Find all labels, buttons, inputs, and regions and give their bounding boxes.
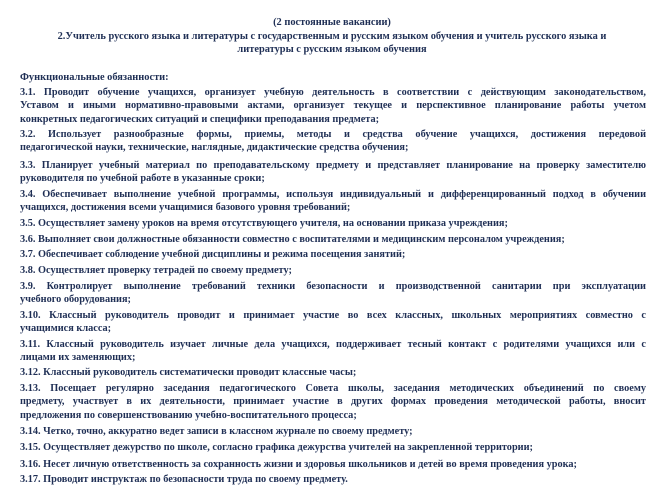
position-title-line-2: литературы с русским языком обучения [237,44,427,55]
duty-line: педагогической науки, технические, наглядные, дидактические средства обучения; [20,142,409,154]
duty-line: 3.3. Планирует учебный материал по преподавательскому предмету и представляет планирование на проверку заместителю [20,160,646,171]
duty-line: учащимися класса; [20,323,112,335]
duty-item [20,382,646,422]
duty-line: 3.2. Использует разнообразные формы, приемы, методы и средства обучение учащихся, достижения передовой [20,129,646,140]
duty-item [20,473,646,486]
duty-line: 3.12. Классный руководитель систематически проводит классные часы; [20,367,357,378]
duty-line: 3.16. Несет личную ответственность за сохранность жизни и здоровья школьников и детей во время проведения урока; [20,459,577,470]
vacancies-note: (2 постоянные вакансии) [273,17,391,28]
duty-item [20,441,646,454]
duty-line: 3.9. Контролирует выполнение требований техники безопасности и производственной санитарии при эксплуатации [20,281,646,292]
duty-line: Уставом и иными нормативно-правовыми актами, организует текущее и перспективное планирование работы учетом [20,100,646,112]
duty-item [20,366,646,379]
duty-item [20,217,646,230]
duty-line: предложения по совершенствованию учебно-воспитательного процесса; [20,409,357,421]
duty-item [20,159,646,186]
duty-item [20,86,646,126]
duty-line: учащихся, достижения всеми учащимися базового уровня требований; [20,202,351,214]
duty-line: учебного оборудования; [20,294,131,306]
duty-item [20,338,646,365]
duty-line: 3.4. Обеспечивает выполнение учебной программы, используя индивидуальный и дифференцированный подход в обучении [20,189,646,200]
duty-line: 3.14. Четко, точно, аккуратно ведет записи в классном журнале по своему предмету; [20,426,413,437]
duty-item [20,425,646,438]
duty-line: 3.6. Выполняет свои должностные обязанности совместно с воспитателями и медицинским персоналом учреждения; [20,234,565,245]
duty-line: 3.10. Классный руководитель проводит и принимает участие во всех классных, школьных мероприятиях совместно с [20,310,646,321]
duty-line: руководителя по учебной работе в указанные сроки; [20,173,265,185]
duty-item [20,309,646,336]
duty-line: 3.5. Осуществляет замену уроков на время отсутствующего учителя, на основании приказа учреждения; [20,218,508,229]
duty-item [20,188,646,215]
duty-line: 3.8. Осуществляет проверку тетрадей по своему предмету; [20,265,292,276]
duty-line: 3.11. Классный руководитель изучает личные дела учащихся, поддерживает тесный контакт с родителями учащихся или с [20,339,646,350]
duty-item [20,280,646,307]
duties-heading: Функциональные обязанности: [20,72,169,83]
position-title-line-1: 2.Учитель русского языка и литературы с государственным и русским языком обучения и учитель русского языка и [57,31,607,42]
duty-line: 3.13. Посещает регулярно заседания педагогического Совета школы, заседания методических объединений по своему [20,383,646,394]
duty-item [20,128,646,155]
duty-line: лицами их заменяющих; [20,352,136,364]
duty-item [20,248,646,261]
duty-line: 3.17. Проводит инструктаж по безопасности труда по своему предмету. [20,474,348,485]
duty-line: конкретных педагогических ситуаций и специфики преподавания предмета; [20,113,380,125]
duty-item [20,458,646,471]
duty-line: 3.15. Осуществляет дежурство по школе, согласно графика дежурства учителей на закрепленной территории; [20,442,533,453]
duty-line: 3.1. Проводит обучение учащихся, организует учебную деятельность в соответствии с действующим законодательством, [20,87,646,98]
duty-line: предмету, участвует в их деятельности, принимает участие в других формах проведения методической работы, вносит [20,396,646,408]
duty-line: 3.7. Обеспечивает соблюдение учебной дисциплины и режима посещения занятий; [20,249,406,260]
duty-item [20,264,646,277]
duty-item [20,233,646,246]
